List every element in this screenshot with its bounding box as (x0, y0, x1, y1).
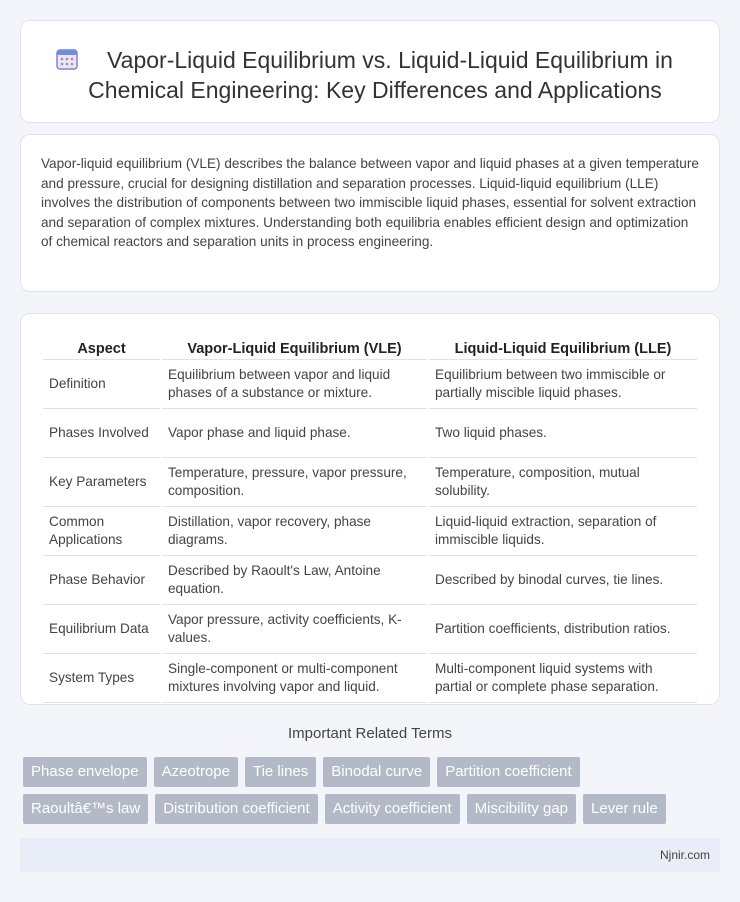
tag-partition-coefficient[interactable]: Partition coefficient (437, 757, 579, 787)
tag-activity-coefficient[interactable]: Activity coefficient (325, 794, 460, 824)
related-terms-title: Important Related Terms (288, 725, 452, 742)
table-row (43, 458, 697, 507)
row-aspect: Key Parameters (43, 458, 160, 507)
footer-site[interactable]: Njnir.com (659, 848, 710, 862)
tag-binodal-curve[interactable]: Binodal curve (323, 757, 430, 787)
row-aspect: Common Applications (43, 507, 160, 556)
page-title: Vapor-Liquid Equilibrium vs. Liquid-Liquid Equilibrium in Chemical Engineering: Key Differences and Applications (88, 47, 673, 103)
comparison-table-card (20, 313, 720, 705)
tag-miscibility-gap[interactable]: Miscibility gap (467, 794, 576, 824)
row-aspect: Phases Involved (43, 409, 160, 458)
table-row (43, 654, 697, 703)
table-row (43, 507, 697, 556)
tag-row (23, 757, 723, 787)
table-row (43, 360, 697, 409)
tag-phase-envelope[interactable]: Phase envelope (23, 757, 147, 787)
row-aspect: Equilibrium Data (43, 605, 160, 654)
row-vle: Vapor pressure, activity coefficients, K-values. (162, 605, 427, 654)
row-aspect: System Types (43, 654, 160, 703)
tag-row (23, 794, 723, 824)
row-vle: Temperature, pressure, vapor pressure, composition. (162, 458, 427, 507)
table-header-row (43, 332, 697, 360)
row-lle: Multi-component liquid systems with partial or complete phase separation. (429, 654, 697, 703)
row-aspect: Definition (43, 360, 160, 409)
row-lle: Partition coefficients, distribution ratios. (429, 605, 697, 654)
row-vle: Described by Raoult's Law, Antoine equation. (162, 556, 427, 605)
table-row (43, 605, 697, 654)
tag-distribution-coefficient[interactable]: Distribution coefficient (155, 794, 317, 824)
tag-azeotrope[interactable]: Azeotrope (154, 757, 238, 787)
row-vle: Equilibrium between vapor and liquid phases of a substance or mixture. (162, 360, 427, 409)
row-vle: Vapor phase and liquid phase. (162, 409, 427, 458)
header-vle: Vapor-Liquid Equilibrium (VLE) (162, 332, 427, 360)
intro-paragraph: Vapor-liquid equilibrium (VLE) describes the balance between vapor and liquid phases at a given temperature and pressure, crucial for designing distillation and separation processes. Liquid-liquid equilibrium (LLE) involves the distribution of components between two immiscible liquid phases, essential for solvent extraction and separation of complex mixtures. Understanding both equilibria enables efficient design and optimization of chemical reactors and separation units in process engineering. (41, 156, 699, 249)
footer (20, 838, 720, 872)
header-aspect: Aspect (43, 332, 160, 360)
row-lle: Two liquid phases. (429, 409, 697, 458)
row-vle: Single-component or multi-component mixtures involving vapor and liquid. (162, 654, 427, 703)
title-card (20, 20, 720, 123)
comparison-table (41, 332, 699, 703)
row-lle: Described by binodal curves, tie lines. (429, 556, 697, 605)
row-aspect: Phase Behavior (43, 556, 160, 605)
row-lle: Equilibrium between two immiscible or partially miscible liquid phases. (429, 360, 697, 409)
table-row (43, 556, 697, 605)
table-row (43, 409, 697, 458)
intro-card (20, 134, 720, 292)
tag-raoults-law[interactable]: Raoultâ€™s law (23, 794, 148, 824)
header-lle: Liquid-Liquid Equilibrium (LLE) (429, 332, 697, 360)
tag-tie-lines[interactable]: Tie lines (245, 757, 316, 787)
row-lle: Temperature, composition, mutual solubility. (429, 458, 697, 507)
row-lle: Liquid-liquid extraction, separation of immiscible liquids. (429, 507, 697, 556)
row-vle: Distillation, vapor recovery, phase diagrams. (162, 507, 427, 556)
tag-lever-rule[interactable]: Lever rule (583, 794, 666, 824)
related-terms-tags (23, 757, 723, 831)
